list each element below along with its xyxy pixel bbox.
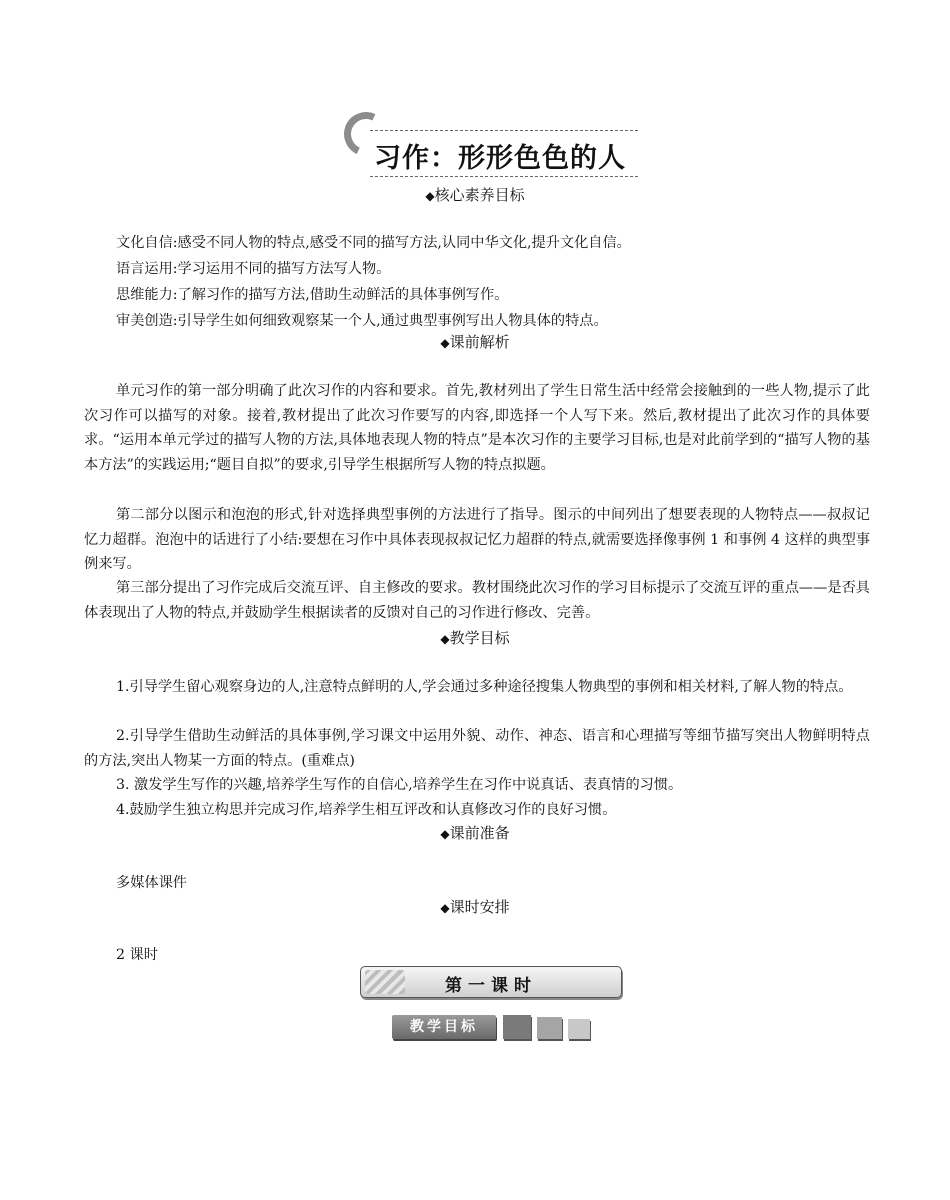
schedule-text: 2 课时 (116, 947, 158, 963)
decorative-square (503, 1015, 531, 1039)
page-title-block (340, 108, 640, 182)
section-heading-goals: ◆教学目标 (440, 629, 510, 647)
analysis-paragraph: 第三部分提出了习作完成后交流互评、自主修改的要求。教材围绕此次习作的学习目标提示了交流互评的重点——是否具体表现出了人物的特点,并鼓励学生根据读者的反馈对自己的习作进行修改、完善。 (84, 580, 870, 621)
title-dashed-line-bottom (370, 176, 638, 177)
prep-text: 多媒体课件 (116, 875, 187, 891)
decorative-square (568, 1019, 590, 1039)
goal-item: 1.引导学生留心观察身边的人,注意特点鲜明的人,学会通过多种途径搜集人物典型的事例和相关材料,了解人物的特点。 (116, 679, 853, 695)
objectives-label: 教学目标 (392, 1015, 496, 1039)
lesson-banner (360, 966, 622, 998)
section-heading-prep: ◆课前准备 (440, 824, 510, 842)
core-item: 文化自信:感受不同人物的特点,感受不同的描写方法,认同中华文化,提升文化自信。 (116, 235, 631, 251)
core-item: 语言运用:学习运用不同的描写方法写人物。 (116, 261, 391, 277)
section-heading-core: ◆核心素养目标 (425, 186, 525, 204)
decorative-square (537, 1017, 562, 1039)
diamond-icon: ◆ (425, 189, 435, 203)
diamond-icon: ◆ (440, 901, 450, 915)
lesson-banner-label: 第一课时 (445, 976, 537, 996)
section-heading-schedule: ◆课时安排 (440, 898, 510, 916)
diamond-icon: ◆ (440, 336, 450, 350)
core-item: 思维能力:了解习作的描写方法,借助生动鲜活的具体事例写作。 (116, 287, 509, 303)
diamond-icon: ◆ (440, 632, 450, 646)
diamond-icon: ◆ (440, 827, 450, 841)
title-dashed-line-top (370, 130, 638, 131)
page-title: 习作：形形色色的人 (374, 143, 626, 174)
section-heading-analysis: ◆课前解析 (440, 333, 510, 351)
core-item: 审美创造:引导学生如何细致观察某一个人,通过典型事例写出人物具体的特点。 (116, 313, 608, 329)
analysis-paragraph: 单元习作的第一部分明确了此次习作的内容和要求。首先,教材列出了学生日常生活中经常会接触到的一些人物,提示了此次习作可以描写的对象。接着,教材提出了此次习作要写的内容,即选择一个人写下来。然后,教材提出了此次习作的具体要求。“运用本单元学过的描写人物的方法,具体地表现人物的特点”是本次习作的主要学习目标,也是对此前学到的“描写人物的基本方法”的实践运用;“题目自拟”的要求,引导学生根据所写人物的特点拟题。 (84, 383, 870, 473)
goal-item: 4.鼓励学生独立构思并完成习作,培养学生相互评改和认真修改习作的良好习惯。 (116, 802, 617, 818)
goal-item: 2.引导学生借助生动鲜活的具体事例,学习课文中运用外貌、动作、神态、语言和心理描写等细节描写突出人物鲜明特点的方法,突出人物某一方面的特点。(重难点) (84, 728, 870, 769)
analysis-paragraph: 第二部分以图示和泡泡的形式,针对选择典型事例的方法进行了指导。图示的中间列出了想要表现的人物特点——叔叔记忆力超群。泡泡中的话进行了小结:要想在习作中具体表现叔叔记忆力超群的特点,就需要选择像事例 1 和事例 4 这样的典型事例来写。 (84, 507, 870, 572)
goal-item: 3. 激发学生写作的兴趣,培养学生写作的自信心,培养学生在习作中说真话、表真情的习惯。 (116, 777, 683, 793)
